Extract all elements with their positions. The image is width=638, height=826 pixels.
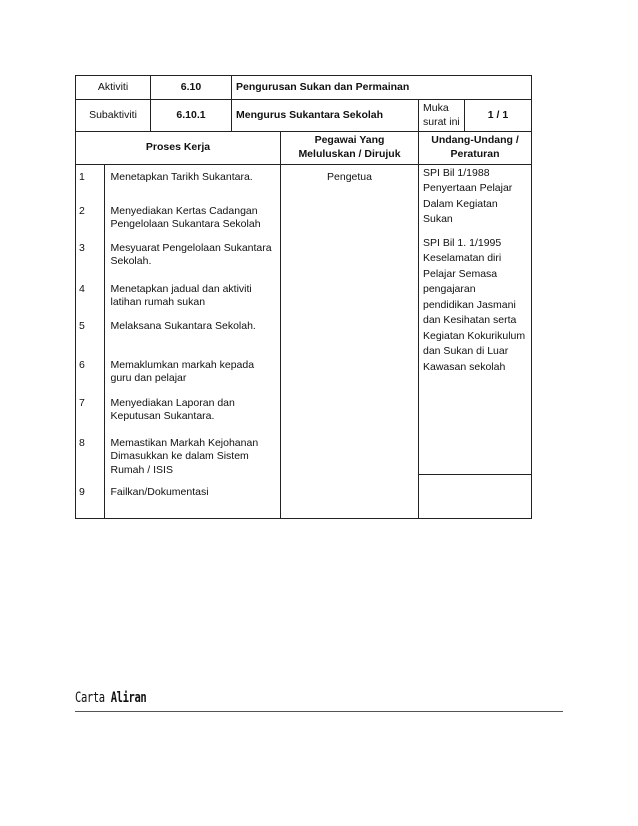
subaktiviti-row	[76, 100, 532, 132]
carta-aliran-heading	[75, 690, 146, 706]
undang-text-2: SPI Bil 1. 1/1995 Keselamatan diri Pelajar Semasa pengajaran pendidikan Jasmani dan Kesihatan serta Kegiatan Kokurikulum dan Sukan di Luar Kawasan sekolah	[423, 236, 526, 373]
step-number: 2	[76, 203, 104, 239]
aliran-word: Aliran	[110, 690, 147, 706]
aktiviti-name: Pengurusan Sukan dan Permainan	[232, 76, 532, 100]
undang-cell	[419, 164, 532, 518]
step-text: Failkan/Dokumentasi	[110, 485, 209, 498]
step-row	[76, 317, 280, 356]
step-row	[76, 394, 280, 434]
proses-kerja-header: Proses Kerja	[76, 132, 281, 164]
muka-surat-label: Muka surat ini	[419, 100, 465, 132]
undang-header: Undang-Undang / Peraturan	[419, 132, 532, 164]
undang-text-1: SPI Bil 1/1988 Penyertaan Pelajar Dalam Kegiatan Sukan	[423, 166, 513, 226]
step-number: 8	[76, 434, 104, 484]
step-text: Mesyuarat Pengelolaan Sukantara Sekolah.	[110, 241, 272, 268]
step-text: Memastikan Markah Kejohanan Dimasukkan ke dalam Sistem Rumah / ISIS	[110, 436, 259, 476]
step-text: Memaklumkan markah kepada guru dan pelajar	[110, 358, 255, 385]
step-row	[76, 280, 280, 317]
step-number: 4	[76, 280, 104, 317]
pegawai-header: Pegawai Yang Meluluskan / Dirujuk	[281, 132, 419, 164]
step-row	[76, 356, 280, 394]
subaktiviti-label: Subaktiviti	[76, 100, 151, 132]
aktiviti-label: Aktiviti	[76, 76, 151, 100]
step-number: 1	[76, 165, 104, 203]
process-body-row	[76, 164, 532, 518]
pegawai-value: Pengetua	[281, 164, 419, 518]
step-number: 3	[76, 239, 104, 280]
step-number: 5	[76, 317, 104, 356]
carta-word: Carta	[75, 690, 105, 706]
subaktiviti-name: Mengurus Sukantara Sekolah	[232, 100, 419, 132]
subaktiviti-code: 6.10.1	[151, 100, 232, 132]
column-header-row	[76, 132, 532, 164]
step-text: Menyediakan Laporan dan Keputusan Sukantara.	[110, 396, 235, 423]
step-number: 7	[76, 394, 104, 434]
step-row	[76, 203, 280, 239]
undang-empty-box	[419, 474, 531, 511]
step-row	[76, 484, 280, 518]
steps-list	[76, 165, 280, 518]
heading-underline	[75, 711, 563, 712]
aktiviti-row	[76, 76, 532, 100]
step-row	[76, 434, 280, 484]
step-text: Menetapkan Tarikh Sukantara.	[110, 170, 253, 183]
step-number: 6	[76, 356, 104, 394]
step-row	[76, 165, 280, 203]
aktiviti-code: 6.10	[151, 76, 232, 100]
muka-surat-value: 1 / 1	[465, 100, 532, 132]
step-text: Menyediakan Kertas Cadangan Pengelolaan Sukantara Sekolah	[110, 204, 261, 231]
steps-cell	[76, 164, 281, 518]
step-number: 9	[76, 484, 104, 518]
step-text: Melaksana Sukantara Sekolah.	[110, 319, 256, 332]
step-row	[76, 239, 280, 280]
process-table	[75, 75, 532, 519]
step-text: Menetapkan jadual dan aktiviti latihan rumah sukan	[110, 282, 252, 309]
